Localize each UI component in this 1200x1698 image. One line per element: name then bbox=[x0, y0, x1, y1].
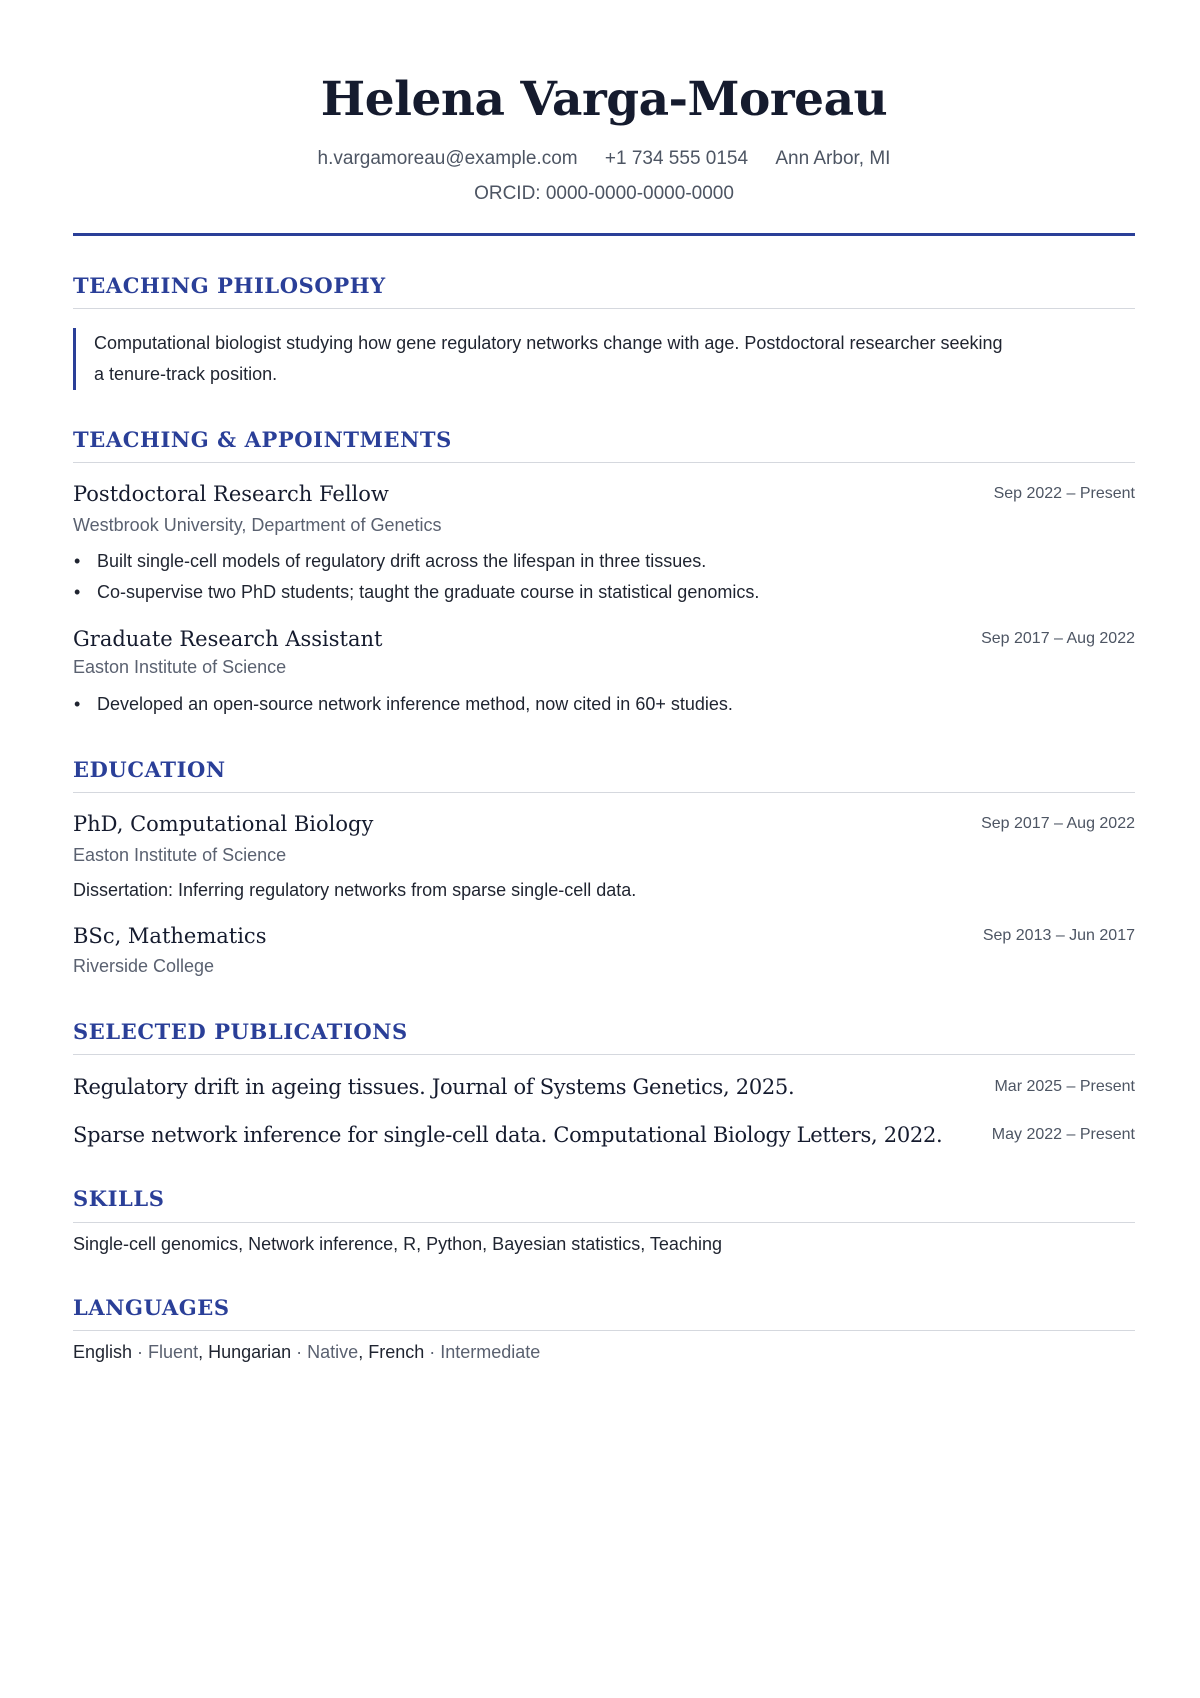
publication-title: Regulatory drift in ageing tissues. Journal of Systems Genetics, 2025. bbox=[73, 1075, 795, 1099]
language-level: Intermediate bbox=[440, 1342, 541, 1362]
bullet-dot: • bbox=[74, 694, 81, 714]
language-name: Hungarian bbox=[208, 1342, 292, 1362]
candidate-name: Helena Varga-Moreau bbox=[320, 72, 888, 127]
section-title-appointments: TEACHING & APPOINTMENTS bbox=[73, 427, 452, 452]
quote-bar bbox=[73, 328, 76, 390]
publication-dates: Mar 2025 – Present bbox=[994, 1078, 1135, 1095]
education-note: Dissertation: Inferring regulatory networks from sparse single-cell data. bbox=[73, 880, 637, 900]
section-divider bbox=[73, 792, 1135, 793]
education-degree: PhD, Computational Biology bbox=[73, 812, 374, 836]
publication-title: Sparse network inference for single-cell data. Computational Biology Letters, 2022. bbox=[73, 1123, 943, 1147]
email: h.vargamoreau@example.com bbox=[317, 148, 578, 169]
section-divider bbox=[73, 462, 1135, 463]
publication-dates: May 2022 – Present bbox=[991, 1126, 1135, 1143]
language-name: French bbox=[368, 1342, 425, 1362]
appointment-dates: Sep 2022 – Present bbox=[993, 485, 1135, 502]
education-degree: BSc, Mathematics bbox=[73, 924, 267, 948]
location: Ann Arbor, MI bbox=[775, 148, 891, 169]
appointment-org: Easton Institute of Science bbox=[73, 657, 287, 677]
section-divider bbox=[73, 1330, 1135, 1331]
appointment-dates: Sep 2017 – Aug 2022 bbox=[981, 630, 1135, 647]
section-title-publications: SELECTED PUBLICATIONS bbox=[73, 1019, 408, 1044]
phone: +1 734 555 0154 bbox=[604, 148, 749, 169]
orcid: ORCID: 0000-0000-0000-0000 bbox=[474, 183, 734, 204]
appointment-role: Graduate Research Assistant bbox=[73, 627, 383, 651]
contact-line bbox=[73, 146, 1135, 172]
teaching-philosophy-line: Computational biologist studying how gene regulatory networks change with age. Postdoctoral researcher seeking bbox=[94, 333, 1003, 353]
section-divider bbox=[73, 1222, 1135, 1223]
bullet-dot: • bbox=[74, 582, 81, 602]
teaching-philosophy-text bbox=[94, 328, 1134, 390]
appointment-role: Postdoctoral Research Fellow bbox=[73, 482, 389, 506]
section-title-teaching-philosophy: TEACHING PHILOSOPHY bbox=[73, 273, 386, 298]
section-title-skills: SKILLS bbox=[73, 1186, 165, 1211]
language-name: English bbox=[73, 1342, 133, 1362]
skills-list: Single-cell genomics, Network inference, R, Python, Bayesian statistics, Teaching bbox=[73, 1234, 722, 1254]
section-title-education: EDUCATION bbox=[73, 757, 226, 782]
teaching-philosophy-line: a tenure-track position. bbox=[94, 364, 278, 384]
section-divider bbox=[73, 308, 1135, 309]
languages-list: English · Fluent, Hungarian · Native, French · Intermediate bbox=[73, 1342, 541, 1362]
section-title-languages: LANGUAGES bbox=[73, 1295, 230, 1320]
bullet-dot: • bbox=[74, 551, 81, 571]
education-dates: Sep 2013 – Jun 2017 bbox=[982, 927, 1135, 944]
header-divider bbox=[73, 233, 1135, 236]
education-school: Easton Institute of Science bbox=[73, 845, 287, 865]
appointment-org: Westbrook University, Department of Genetics bbox=[73, 515, 442, 535]
language-level: Native bbox=[307, 1342, 359, 1362]
education-school: Riverside College bbox=[73, 956, 215, 976]
education-dates: Sep 2017 – Aug 2022 bbox=[981, 815, 1135, 832]
section-divider bbox=[73, 1054, 1135, 1055]
language-level: Fluent bbox=[148, 1342, 199, 1362]
